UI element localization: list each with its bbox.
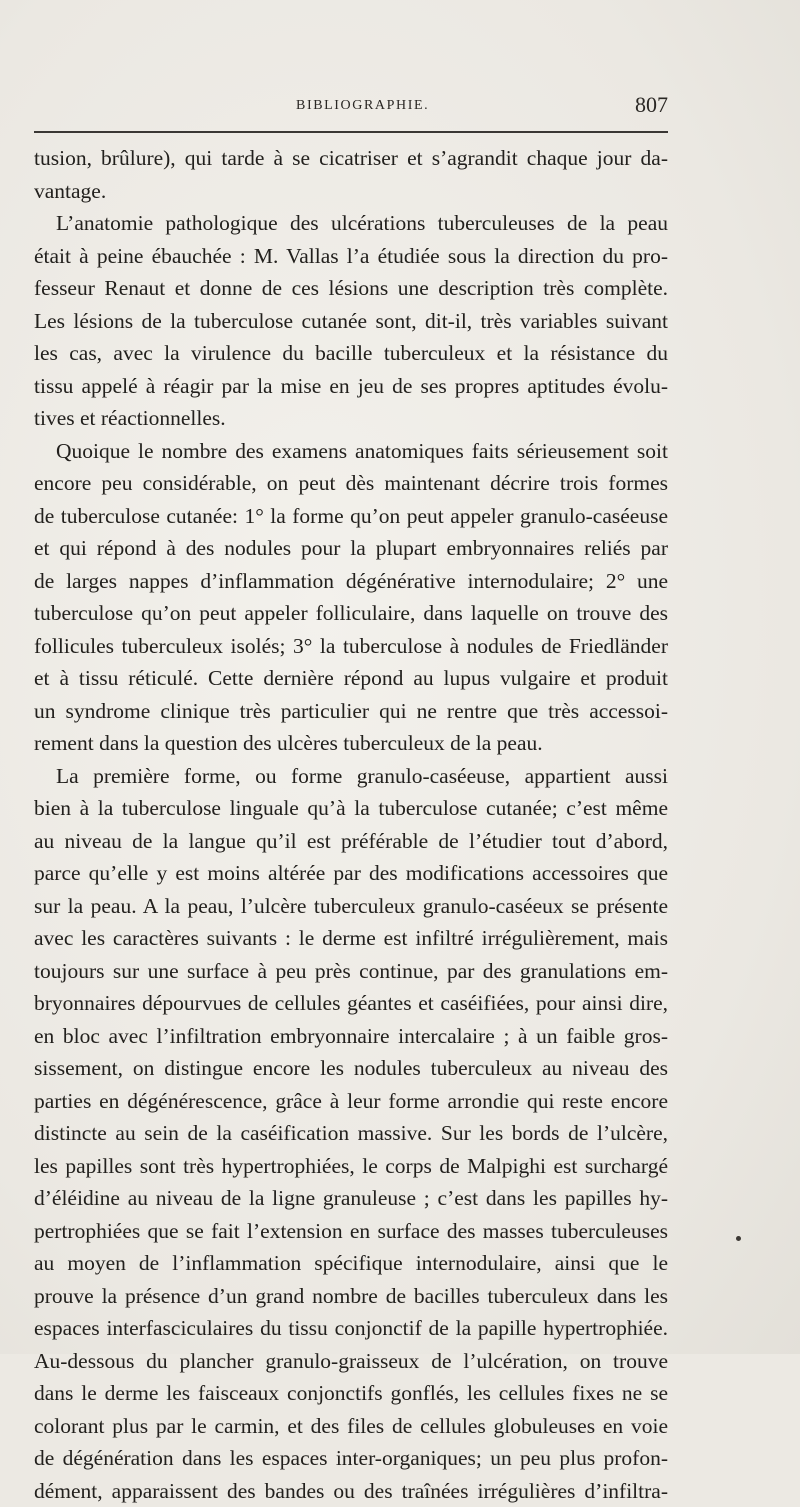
text-line: distincte au sein de la caséification massive. Sur les bords de l’ulcère, [34, 1117, 668, 1150]
text-line: Au-dessous du plancher granulo-graisseux de l’ulcération, on trouve [34, 1345, 668, 1378]
text-line: sissement, on distingue encore les nodules tuberculeux au niveau des [34, 1052, 668, 1085]
text-line: et à tissu réticulé. Cette dernière répond au lupus vulgaire et produit [34, 662, 668, 695]
text-line: rement dans la question des ulcères tuberculeux de la peau. [34, 727, 668, 760]
page-number: 807 [635, 92, 668, 118]
print-speck [736, 1236, 741, 1241]
text-line: les papilles sont très hypertrophiées, le corps de Malpighi est surchargé [34, 1150, 668, 1183]
text-body [34, 142, 668, 1507]
text-line: tusion, brûlure), qui tarde à se cicatriser et s’agrandit chaque jour da- [34, 142, 668, 175]
text-line: parce qu’elle y est moins altérée par des modifications accessoires que [34, 857, 668, 890]
text-line: de dégénération dans les espaces inter-organiques; un peu plus profon- [34, 1442, 668, 1475]
text-line: d’éléidine au niveau de la ligne granuleuse ; c’est dans les papilles hy- [34, 1182, 668, 1215]
text-line: follicules tuberculeux isolés; 3° la tuberculose à nodules de Friedländer [34, 630, 668, 663]
text-line: et qui répond à des nodules pour la plupart embryonnaires reliés par [34, 532, 668, 565]
text-line: tives et réactionnelles. [34, 402, 668, 435]
text-line: espaces interfasciculaires du tissu conjonctif de la papille hypertrophiée. [34, 1312, 668, 1345]
running-head-title: BIBLIOGRAPHIE. [296, 98, 429, 114]
text-line: avec les caractères suivants : le derme est infiltré irrégulièrement, mais [34, 922, 668, 955]
text-line: Quoique le nombre des examens anatomiques faits sérieusement soit [34, 435, 668, 468]
text-line: parties en dégénérescence, grâce à leur forme arrondie qui reste encore [34, 1085, 668, 1118]
text-line: encore peu considérable, on peut dès maintenant décrire trois formes [34, 467, 668, 500]
text-line: bien à la tuberculose linguale qu’à la tuberculose cutanée; c’est même [34, 792, 668, 825]
text-line: prouve la présence d’un grand nombre de bacilles tuberculeux dans les [34, 1280, 668, 1313]
text-line: était à peine ébauchée : M. Vallas l’a étudiée sous la direction du pro- [34, 240, 668, 273]
text-line: vantage. [34, 175, 668, 208]
text-line: de larges nappes d’inflammation dégénérative internodulaire; 2° une [34, 565, 668, 598]
text-line: au moyen de l’inflammation spécifique internodulaire, ainsi que le [34, 1247, 668, 1280]
text-line: toujours sur une surface à peu près continue, par des granulations em- [34, 955, 668, 988]
text-line: dans le derme les faisceaux conjonctifs gonflés, les cellules fixes ne se [34, 1377, 668, 1410]
text-line: tissu appelé à réagir par la mise en jeu de ses propres aptitudes évolu- [34, 370, 668, 403]
text-line: les cas, avec la virulence du bacille tuberculeux et la résistance du [34, 337, 668, 370]
text-line: sur la peau. A la peau, l’ulcère tuberculeux granulo-caséeux se présente [34, 890, 668, 923]
text-line: fesseur Renaut et donne de ces lésions une description très complète. [34, 272, 668, 305]
running-head [34, 92, 668, 122]
text-line: en bloc avec l’infiltration embryonnaire intercalaire ; à un faible gros- [34, 1020, 668, 1053]
text-line: de tuberculose cutanée: 1° la forme qu’on peut appeler granulo-caséeuse [34, 500, 668, 533]
text-line: L’anatomie pathologique des ulcérations tuberculeuses de la peau [34, 207, 668, 240]
header-rule [34, 131, 668, 133]
text-line: tuberculose qu’on peut appeler folliculaire, dans laquelle on trouve des [34, 597, 668, 630]
text-line: bryonnaires dépourvues de cellules géantes et caséifiées, pour ainsi dire, [34, 987, 668, 1020]
text-line: dément, apparaissent des bandes ou des traînées irrégulières d’infiltra- [34, 1475, 668, 1507]
text-line: au niveau de la langue qu’il est préférable de l’étudier tout d’abord, [34, 825, 668, 858]
text-line: pertrophiées que se fait l’extension en surface des masses tuberculeuses [34, 1215, 668, 1248]
text-line: Les lésions de la tuberculose cutanée sont, dit-il, très variables suivant [34, 305, 668, 338]
text-line: colorant plus par le carmin, et des files de cellules globuleuses en voie [34, 1410, 668, 1443]
text-line: La première forme, ou forme granulo-caséeuse, appartient aussi [34, 760, 668, 793]
text-line: un syndrome clinique très particulier qui ne rentre que très accessoi- [34, 695, 668, 728]
